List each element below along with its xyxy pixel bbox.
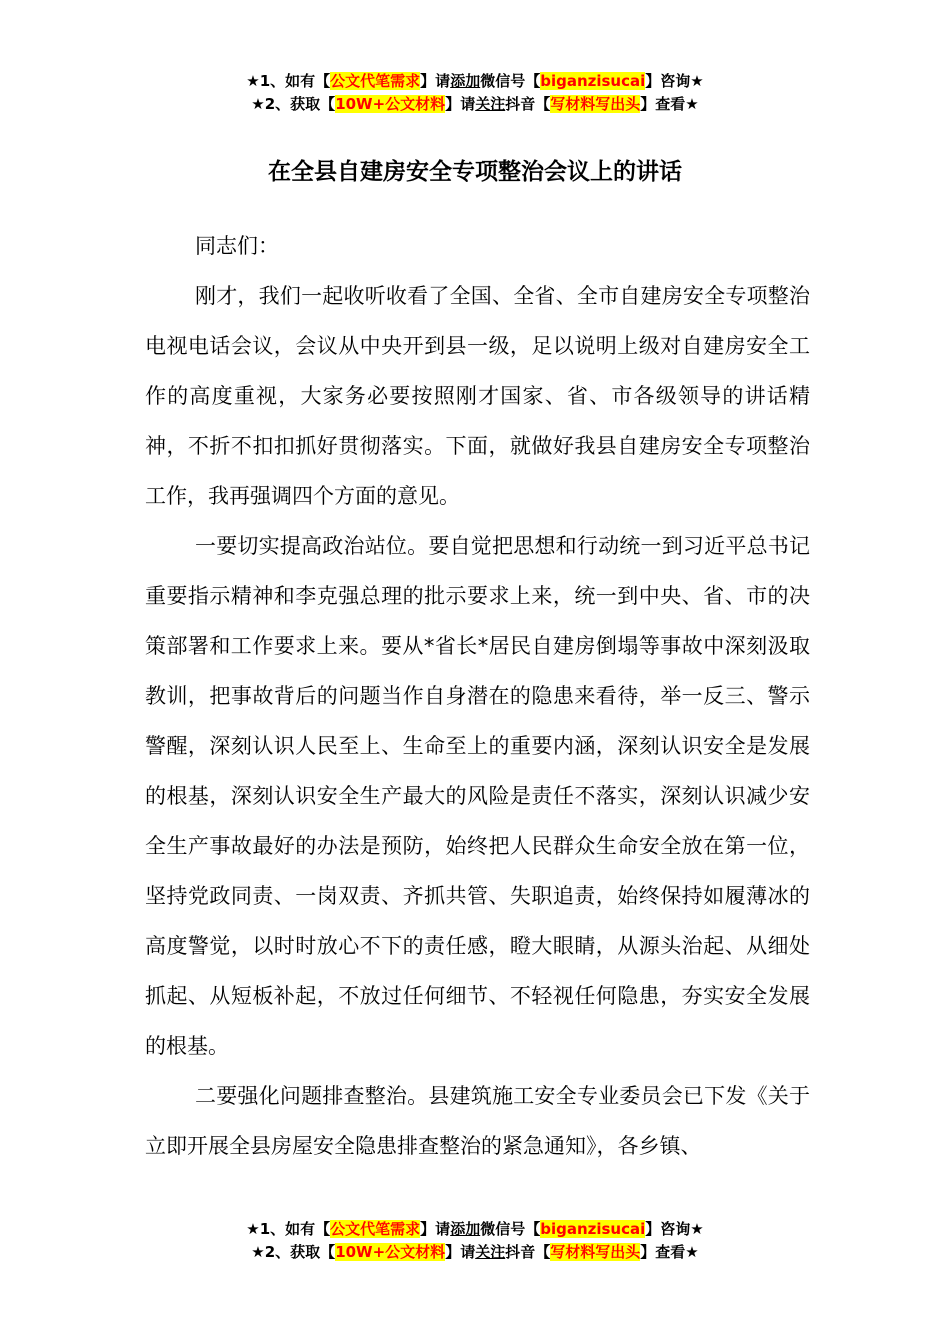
promo-text: 微信号【 [480,1220,541,1238]
promo-underlined: 关注 [475,95,506,113]
promo-underlined: 添加 [450,72,481,90]
document-body [145,221,810,1171]
promo-highlight: 写材料写出头 [550,1243,641,1261]
promo-underlined: 关注 [475,1243,506,1261]
paragraph: 刚才，我们一起收听收看了全国、全省、全市自建房安全专项整治电视电话会议，会议从中央开到县一级，足以说明上级对自建房安全工作的高度重视，大家务必要按照刚才国家、省、市各级领导的讲话精神，不折不扣扣抓好贯彻落实。下面，就做好我县自建房安全专项整治工作，我再强调四个方面的意见。 [145,284,810,508]
promo-text: 抖音【 [505,95,551,113]
promo-line-2 [0,1241,950,1264]
promo-highlight: 10W+公文材料 [335,95,446,113]
promo-text: ★1、如有【 [246,1220,331,1238]
promo-text: ★2、获取【 [251,1243,336,1261]
salutation: 同志们： [195,234,279,258]
document-title: 在全县自建房安全专项整治会议上的讲话 [268,159,682,185]
paragraph: 一要切实提高政治站位。要自觉把思想和行动统一到习近平总书记重要指示精神和李克强总理的批示要求上来，统一到中央、省、市的决策部署和工作要求上来。要从*省长*居民自建房倒塌等事故中深刻汲取教训，把事故背后的问题当作自身潜在的隐患来看待，举一反三、警示警醒，深刻认识人民至上、生命至上的重要内涵，深刻认识安全是发展的根基，深刻认识安全生产最大的风险是责任不落实，深刻认识减少安全生产事故最好的办法是预防，始终把人民群众生命安全放在第一位，坚持党政同责、一岗双责、齐抓共管、失职追责，始终保持如履薄冰的高度警觉，以时时放心不下的责任感，瞪大眼睛，从源头治起、从细处抓起、从短板补起，不放过任何细节、不轻视任何隐患，夯实安全发展的根基。 [145,534,810,1058]
footer-promo-banner [0,1218,950,1264]
header-promo-banner [0,70,950,116]
promo-text: ★2、获取【 [251,95,336,113]
promo-highlight: 公文代笔需求 [330,72,421,90]
promo-line-2 [0,93,950,116]
promo-text: 】咨询★ [645,1220,704,1238]
paragraph: 二要强化问题排查整治。县建筑施工安全专业委员会已下发《关于立即开展全县房屋安全隐患排查整治的紧急通知》，各乡镇、 [145,1084,810,1158]
promo-text: 】查看★ [640,1243,699,1261]
promo-highlight: 写材料写出头 [550,95,641,113]
promo-text: 】请 [420,72,451,90]
promo-line-1 [0,1218,950,1241]
promo-text: 抖音【 [505,1243,551,1261]
promo-text: 】咨询★ [645,72,704,90]
promo-text: 】请 [445,1243,476,1261]
promo-text: 】请 [420,1220,451,1238]
promo-text: 】请 [445,95,476,113]
promo-highlight: biganzisucai [540,1220,646,1238]
promo-highlight: 10W+公文材料 [335,1243,446,1261]
promo-highlight: 公文代笔需求 [330,1220,421,1238]
promo-underlined: 添加 [450,1220,481,1238]
promo-line-1 [0,70,950,93]
promo-text: 】查看★ [640,95,699,113]
promo-text: ★1、如有【 [246,72,331,90]
promo-highlight: biganzisucai [540,72,646,90]
promo-text: 微信号【 [480,72,541,90]
